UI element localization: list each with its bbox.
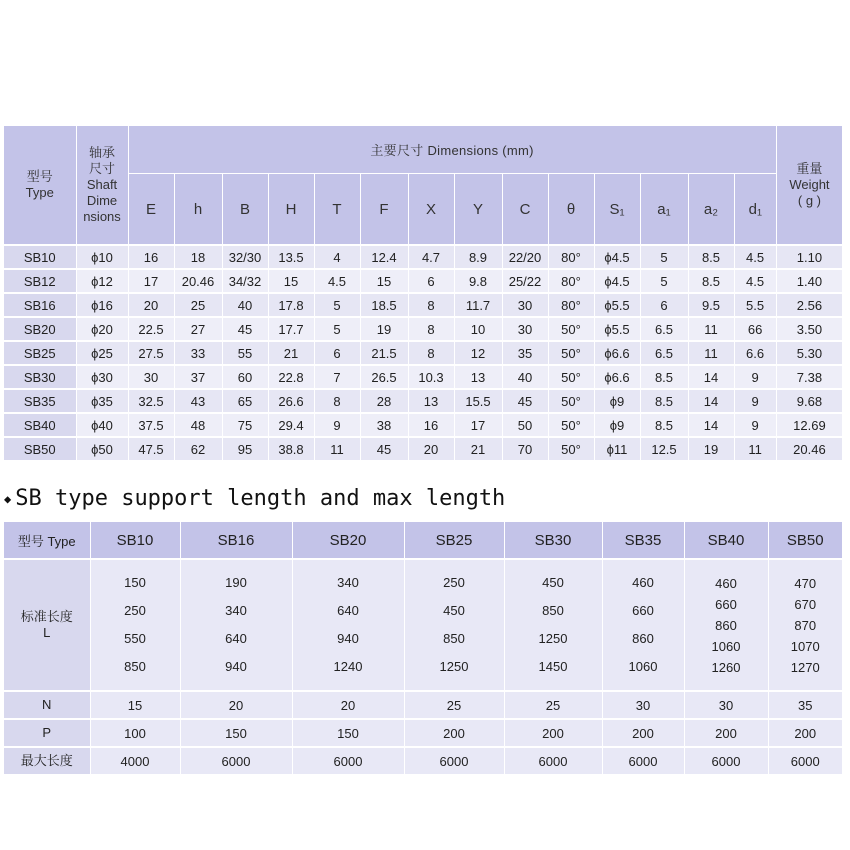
standard-length-value: 1240 — [333, 659, 363, 674]
table-cell: 13 — [408, 389, 454, 413]
table-cell: ϕ11 — [594, 437, 640, 460]
table-cell: 150 — [180, 719, 292, 747]
table-row — [4, 413, 842, 437]
table-cell: 6 — [408, 269, 454, 293]
dimension-columns-row — [4, 174, 842, 246]
standard-length-cell — [602, 559, 684, 691]
table-cell: 14 — [688, 389, 734, 413]
table-cell: 38.8 — [268, 437, 314, 460]
table-cell: 4.7 — [408, 245, 454, 269]
table-cell: 14 — [688, 413, 734, 437]
table-cell: 21 — [454, 437, 502, 460]
model-header: SB25 — [404, 522, 504, 559]
table-cell: 3.50 — [776, 317, 842, 341]
table-cell: 40 — [502, 365, 548, 389]
standard-length-value: 460 — [715, 575, 737, 591]
model-cell: SB30 — [4, 365, 76, 389]
table-cell: 30 — [502, 293, 548, 317]
table-cell: 9.5 — [688, 293, 734, 317]
standard-length-value: 1250 — [439, 659, 469, 674]
dimension-column-header: h — [174, 174, 222, 246]
type-column-header: 型号 Type — [4, 126, 76, 245]
standard-length-value: 660 — [715, 596, 737, 612]
model-cell: SB25 — [4, 341, 76, 365]
dimensions-table — [4, 126, 842, 460]
table-cell: 50° — [548, 341, 594, 365]
standard-length-value: 640 — [337, 603, 359, 618]
table-cell: 80° — [548, 269, 594, 293]
standard-length-value: 460 — [632, 575, 654, 590]
table-cell: 7.38 — [776, 365, 842, 389]
table-cell: 25 — [504, 691, 602, 719]
standard-length-value: 1060 — [628, 659, 658, 674]
standard-length-value: 940 — [337, 631, 359, 646]
table-cell: 38 — [360, 413, 408, 437]
table-cell: 26.6 — [268, 389, 314, 413]
standard-length-cell — [404, 559, 504, 691]
model-header: SB35 — [602, 522, 684, 559]
table-cell: 20 — [408, 437, 454, 460]
dimensions-group-header: 主要尺寸 Dimensions (mm) — [128, 126, 776, 174]
table-cell: ϕ6.6 — [594, 365, 640, 389]
table-cell: 80° — [548, 293, 594, 317]
model-cell: SB16 — [4, 293, 76, 317]
standard-length-value: 450 — [443, 603, 465, 618]
table-cell: 19 — [360, 317, 408, 341]
table-cell: 30 — [502, 317, 548, 341]
table-cell: ϕ16 — [76, 293, 128, 317]
dimension-column-header: d₁ — [734, 174, 776, 246]
table-cell: 80° — [548, 245, 594, 269]
table-cell: 47.5 — [128, 437, 174, 460]
table-cell: 4.5 — [314, 269, 360, 293]
standard-length-value: 1270 — [790, 659, 820, 675]
table-cell: 8.5 — [688, 245, 734, 269]
table-cell: 10 — [454, 317, 502, 341]
table-cell: 9.8 — [454, 269, 502, 293]
table-cell: 20 — [128, 293, 174, 317]
standard-length-value: 860 — [715, 617, 737, 633]
dimension-column-header: X — [408, 174, 454, 246]
standard-length-cell — [180, 559, 292, 691]
table-cell: 17 — [454, 413, 502, 437]
row-label: 最大长度 — [4, 747, 90, 774]
table-cell: 1.10 — [776, 245, 842, 269]
table-cell: 75 — [222, 413, 268, 437]
table-cell: 29.4 — [268, 413, 314, 437]
table-cell: 9 — [734, 389, 776, 413]
table-row — [4, 719, 842, 747]
length-table — [4, 522, 842, 774]
table-cell: 150 — [292, 719, 404, 747]
table-cell: 18.5 — [360, 293, 408, 317]
table-cell: 6.5 — [640, 317, 688, 341]
standard-length-value: 1450 — [538, 659, 568, 674]
table-cell: 12 — [454, 341, 502, 365]
table-cell: 22.5 — [128, 317, 174, 341]
table-cell: 20.46 — [174, 269, 222, 293]
table-cell: 9 — [314, 413, 360, 437]
standard-length-cell — [768, 559, 842, 691]
table-cell: 13 — [454, 365, 502, 389]
dimension-column-header: a₁ — [640, 174, 688, 246]
dimension-column-header: B — [222, 174, 268, 246]
table-cell: 8 — [408, 341, 454, 365]
standard-length-value: 670 — [794, 596, 817, 612]
table-row — [4, 317, 842, 341]
table-cell: 35 — [502, 341, 548, 365]
table-cell: 9 — [734, 365, 776, 389]
standard-length-value: 550 — [124, 631, 146, 646]
table-cell: 60 — [222, 365, 268, 389]
table-cell: ϕ40 — [76, 413, 128, 437]
standard-length-value: 1260 — [711, 659, 741, 675]
table-cell: ϕ10 — [76, 245, 128, 269]
length-table-body — [4, 559, 842, 774]
table-cell: 6.5 — [640, 341, 688, 365]
table-cell: 70 — [502, 437, 548, 460]
table-cell: 200 — [684, 719, 768, 747]
table-cell: 20.46 — [776, 437, 842, 460]
model-header: SB16 — [180, 522, 292, 559]
standard-length-value: 150 — [124, 575, 146, 590]
table-cell: 8.5 — [640, 365, 688, 389]
standard-length-cell — [292, 559, 404, 691]
table-cell: 50° — [548, 437, 594, 460]
table-cell: 30 — [128, 365, 174, 389]
table-cell: 5 — [314, 317, 360, 341]
standard-length-value: 1060 — [711, 638, 741, 654]
table-cell: 8.5 — [640, 389, 688, 413]
table-cell: 1.40 — [776, 269, 842, 293]
table-cell: 17.8 — [268, 293, 314, 317]
standard-length-value: 870 — [794, 617, 817, 633]
table-row — [4, 691, 842, 719]
table-cell: ϕ9 — [594, 389, 640, 413]
table-cell: 27 — [174, 317, 222, 341]
table-cell: 15 — [90, 691, 180, 719]
table-cell: 17.7 — [268, 317, 314, 341]
table-cell: 200 — [504, 719, 602, 747]
dimension-column-header: θ — [548, 174, 594, 246]
table-cell: 25 — [404, 691, 504, 719]
table-cell: 20 — [292, 691, 404, 719]
standard-length-value: 1070 — [790, 638, 820, 654]
table-cell: ϕ25 — [76, 341, 128, 365]
standard-length-value: 1250 — [538, 631, 568, 646]
model-header: SB30 — [504, 522, 602, 559]
table-cell: 5 — [640, 269, 688, 293]
table-cell: 12.5 — [640, 437, 688, 460]
table-cell: 8 — [314, 389, 360, 413]
table-cell: 6 — [314, 341, 360, 365]
dimension-column-header: C — [502, 174, 548, 246]
table-cell: 65 — [222, 389, 268, 413]
table-cell: 21.5 — [360, 341, 408, 365]
table-cell: 25/22 — [502, 269, 548, 293]
table-row — [4, 365, 842, 389]
table-cell: 50° — [548, 317, 594, 341]
table-cell: 13.5 — [268, 245, 314, 269]
table-cell: 11 — [688, 341, 734, 365]
table-cell: 27.5 — [128, 341, 174, 365]
table-cell: 12.4 — [360, 245, 408, 269]
table-cell: 37 — [174, 365, 222, 389]
dimension-column-header: Y — [454, 174, 502, 246]
table-row — [4, 293, 842, 317]
table-cell: ϕ30 — [76, 365, 128, 389]
table-cell: 200 — [404, 719, 504, 747]
section-heading-text: SB type support length and max length — [15, 486, 506, 511]
table-cell: 6000 — [602, 747, 684, 774]
table-cell: ϕ5.5 — [594, 317, 640, 341]
table-cell: 50° — [548, 413, 594, 437]
table-cell: 5.5 — [734, 293, 776, 317]
table-cell: 4000 — [90, 747, 180, 774]
dimension-column-header: F — [360, 174, 408, 246]
table-cell: 32/30 — [222, 245, 268, 269]
table-cell: 19 — [688, 437, 734, 460]
weight-column-header: 重量 Weight ( g ) — [776, 126, 842, 245]
table-cell: 15 — [268, 269, 314, 293]
model-cell: SB10 — [4, 245, 76, 269]
table-cell: 200 — [602, 719, 684, 747]
table-cell: 8.9 — [454, 245, 502, 269]
standard-length-value: 850 — [443, 631, 465, 646]
table-cell: 6000 — [768, 747, 842, 774]
table-cell: 45 — [222, 317, 268, 341]
table-cell: 20 — [180, 691, 292, 719]
table-cell: 95 — [222, 437, 268, 460]
model-cell: SB12 — [4, 269, 76, 293]
table-cell: 8 — [408, 293, 454, 317]
table-row — [4, 747, 842, 774]
table-cell: 55 — [222, 341, 268, 365]
standard-length-row — [4, 559, 842, 691]
dimension-column-header: E — [128, 174, 174, 246]
shaft-column-header: 轴承 尺寸 Shaft Dime nsions — [76, 126, 128, 245]
table-cell: 22/20 — [502, 245, 548, 269]
standard-length-cell — [90, 559, 180, 691]
table-cell: 7 — [314, 365, 360, 389]
table-cell: 11.7 — [454, 293, 502, 317]
table-cell: ϕ35 — [76, 389, 128, 413]
model-header: SB40 — [684, 522, 768, 559]
table-cell: 50° — [548, 389, 594, 413]
table-cell: 48 — [174, 413, 222, 437]
table-cell: 15.5 — [454, 389, 502, 413]
table-cell: 8.5 — [688, 269, 734, 293]
table-cell: 6.6 — [734, 341, 776, 365]
table-cell: 28 — [360, 389, 408, 413]
model-header: SB20 — [292, 522, 404, 559]
table-cell: ϕ4.5 — [594, 269, 640, 293]
table-cell: ϕ20 — [76, 317, 128, 341]
table-cell: 30 — [602, 691, 684, 719]
table-cell: 9 — [734, 413, 776, 437]
standard-length-value: 470 — [794, 575, 817, 591]
dimensions-table-body — [4, 245, 842, 460]
table-cell: 30 — [684, 691, 768, 719]
standard-length-value: 640 — [225, 631, 247, 646]
table-cell: 18 — [174, 245, 222, 269]
table-cell: ϕ4.5 — [594, 245, 640, 269]
table-cell: 4.5 — [734, 245, 776, 269]
table-row — [4, 341, 842, 365]
table-row — [4, 389, 842, 413]
table-cell: 5 — [640, 245, 688, 269]
table-cell: 14 — [688, 365, 734, 389]
table-cell: 25 — [174, 293, 222, 317]
standard-length-value: 660 — [632, 603, 654, 618]
table-cell: 32.5 — [128, 389, 174, 413]
table-cell: 37.5 — [128, 413, 174, 437]
dimension-column-header: T — [314, 174, 360, 246]
standard-length-value: 250 — [443, 575, 465, 590]
table-cell: 34/32 — [222, 269, 268, 293]
standard-length-value: 190 — [225, 575, 247, 590]
table-cell: 50 — [502, 413, 548, 437]
table-cell: ϕ50 — [76, 437, 128, 460]
diamond-icon: ◆ — [4, 492, 12, 506]
standard-length-label: 标准长度 L — [4, 559, 90, 691]
table-cell: 5.30 — [776, 341, 842, 365]
table-cell: 6000 — [180, 747, 292, 774]
table-cell: 12.69 — [776, 413, 842, 437]
table-cell: 10.3 — [408, 365, 454, 389]
model-cell: SB50 — [4, 437, 76, 460]
row-label: P — [4, 719, 90, 747]
table-cell: 6000 — [292, 747, 404, 774]
model-type-header: 型号 Type — [4, 522, 90, 559]
table-cell: 33 — [174, 341, 222, 365]
table-cell: 16 — [408, 413, 454, 437]
standard-length-cell — [504, 559, 602, 691]
table-cell: 200 — [768, 719, 842, 747]
table-cell: 100 — [90, 719, 180, 747]
table-cell: 45 — [360, 437, 408, 460]
length-table-header-row — [4, 522, 842, 559]
dimension-column-header: S₁ — [594, 174, 640, 246]
table-cell: 6000 — [684, 747, 768, 774]
model-header: SB10 — [90, 522, 180, 559]
table-row — [4, 269, 842, 293]
standard-length-value: 340 — [337, 575, 359, 590]
table-cell: 21 — [268, 341, 314, 365]
model-header: SB50 — [768, 522, 842, 559]
standard-length-value: 860 — [632, 631, 654, 646]
table-cell: 8 — [408, 317, 454, 341]
table-cell: 6000 — [504, 747, 602, 774]
row-label: N — [4, 691, 90, 719]
table-cell: 11 — [734, 437, 776, 460]
table-row — [4, 245, 842, 269]
table-cell: 45 — [502, 389, 548, 413]
table-cell: 16 — [128, 245, 174, 269]
table-cell: 62 — [174, 437, 222, 460]
table-cell: 4 — [314, 245, 360, 269]
table-cell: 8.5 — [640, 413, 688, 437]
table-cell: ϕ6.6 — [594, 341, 640, 365]
section-heading — [4, 484, 505, 514]
table-cell: ϕ9 — [594, 413, 640, 437]
standard-length-value: 250 — [124, 603, 146, 618]
standard-length-value: 850 — [124, 659, 146, 674]
table-cell: 11 — [314, 437, 360, 460]
table-cell: 35 — [768, 691, 842, 719]
standard-length-value: 940 — [225, 659, 247, 674]
table-cell: 11 — [688, 317, 734, 341]
table-cell: 40 — [222, 293, 268, 317]
table-cell: ϕ12 — [76, 269, 128, 293]
table-cell: 22.8 — [268, 365, 314, 389]
standard-length-value: 450 — [542, 575, 564, 590]
table-row — [4, 437, 842, 460]
table-cell: 26.5 — [360, 365, 408, 389]
table-cell: 50° — [548, 365, 594, 389]
standard-length-value: 850 — [542, 603, 564, 618]
table-cell: 17 — [128, 269, 174, 293]
table-cell: 6 — [640, 293, 688, 317]
table-cell: 66 — [734, 317, 776, 341]
table-cell: 6000 — [404, 747, 504, 774]
table-cell: ϕ5.5 — [594, 293, 640, 317]
model-cell: SB20 — [4, 317, 76, 341]
table-cell: 9.68 — [776, 389, 842, 413]
table-cell: 2.56 — [776, 293, 842, 317]
table-cell: 15 — [360, 269, 408, 293]
model-cell: SB35 — [4, 389, 76, 413]
table-cell: 43 — [174, 389, 222, 413]
table-cell: 4.5 — [734, 269, 776, 293]
table-cell: 5 — [314, 293, 360, 317]
dimension-column-header: a₂ — [688, 174, 734, 246]
dimension-column-header: H — [268, 174, 314, 246]
standard-length-value: 340 — [225, 603, 247, 618]
standard-length-cell — [684, 559, 768, 691]
model-cell: SB40 — [4, 413, 76, 437]
